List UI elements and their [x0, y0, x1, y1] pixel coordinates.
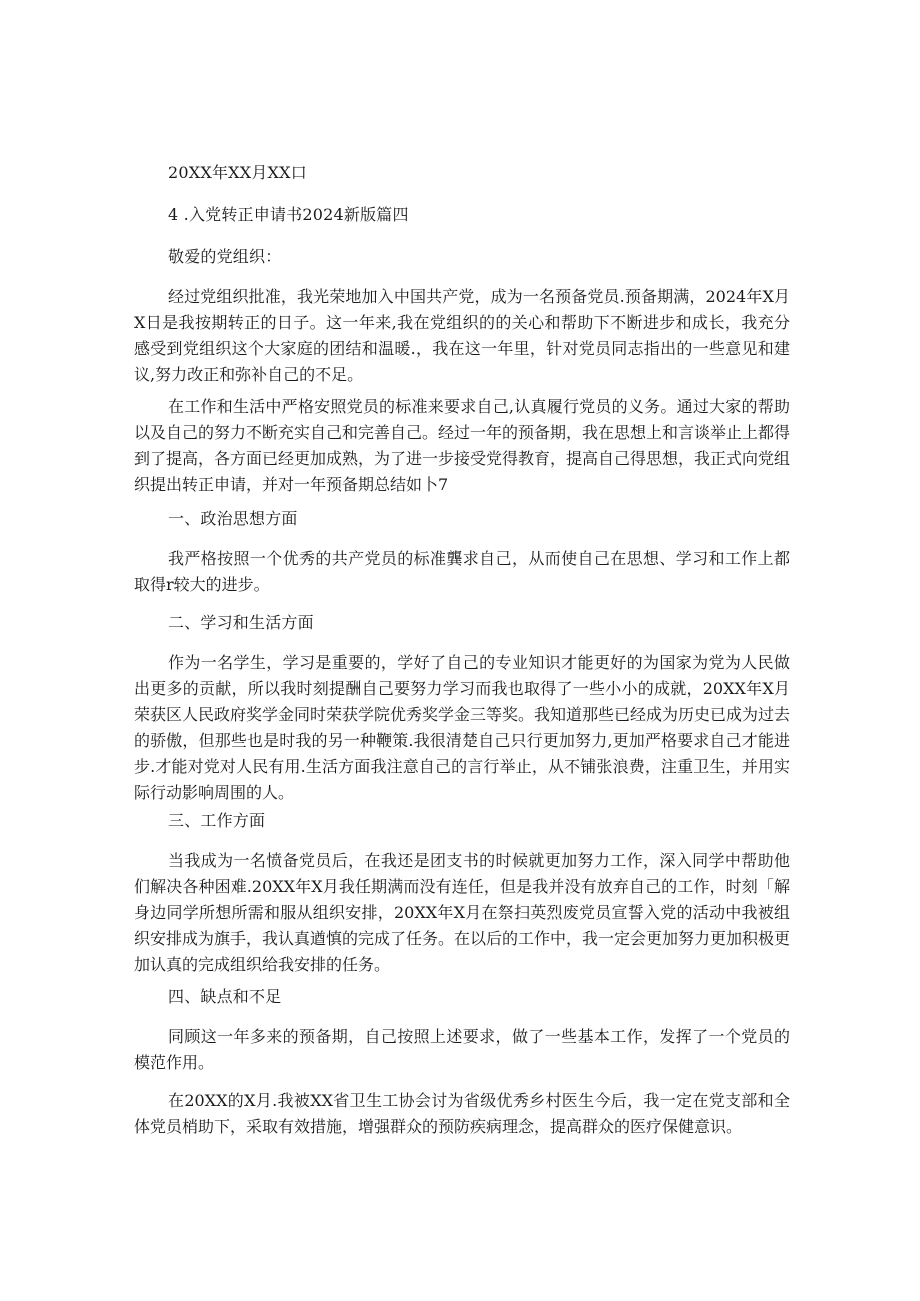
section4-body2: 在20XX的X月.我被XX省卫生工协会讨为省级优秀乡村医生今后，我一定在党支部和全体党员梢助下，采取有效措施，增强群众的预防疾病理念，提高群众的医疗保健意识。	[134, 1091, 790, 1136]
paragraph-work-life: 在工作和生活中严格安照党员的标准来要求自己,认真履行党员的义务。通过大家的帮助以及自己的努力不断充实自己和完善自己。经过一年的预备期，我在思想上和言谈举止上都得到了提高，各方面已经更加成熟，为了进一步接受党得教育，提高自己得思想，我正式向党组织提出转正申请，并对一年预备期总结如卜7	[134, 397, 791, 494]
section3-heading: 三、工作方面	[168, 811, 266, 830]
paragraph-intro: 经过党组织批准，我光荣地加入中国共产党，成为一名预备党员.预备期满，2024年X月X日是我按期转正的日子。这一年来,我在党组织的的关心和帮助下不断进步和成长，我充分感受到党组织这个大家庭的团结和温暖.，我在这一年里，针对党员同志指出的一些意见和建议,努力改正和弥补自己的不足。	[134, 287, 790, 384]
section4-body1: 同顾这一年多来的预备期，自己按照上述要求，做了一些基本工作，发挥了一个党员的模范作用。	[134, 1027, 790, 1072]
section1-body: 我严格按照一个优秀的共产党员的标准龔求自己，从而使自己在思想、学习和工作上都取得r较大的进步。	[134, 549, 790, 594]
date-line: 20XX年XX月XX口	[168, 163, 307, 182]
section2-body: 作为一名学生，学习是重要的，学好了自己的专业知识才能更好的为国家为党为人民做出更多的贡献，所以我时刻提酬自己要努力学习而我也取得了一些小小的成就，20XX年X月荣获区人民政府奖学金同时荣获学院优秀奖学金三等奖。我知道那些已经成为历史已成为过去的骄傲，但那些也是时我的另一种鞭策.我很清楚自己只行更加努力,更加严格要求自己才能进步.才能对党对人民有用.生活方面我注意自己的言行举止，从不铺张浪费，注重卫生，并用实际行动影响周围的人。	[134, 653, 791, 802]
section1-heading: 一、政治思想方面	[168, 509, 298, 528]
salutation: 敬爱的党组织：	[168, 247, 282, 266]
section3-body: 当我成为一名愤备党员后，在我还是团支书的时候就更加努力工作，深入同学中帮助他们解决各种困难.20XX年X月我任期满而没有连任，但是我并没有放弃自己的工作，时刻「解身边同学所想所需和服从组织安排，20XX年X月在祭扫英烈废党员宣誓入党的活动中我被组织安排成为旗手，我认真遒慎的完成了任务。在以后的工作中，我一定会更加努力更加积极更加认真的完成组织给我安排的任务。	[134, 851, 791, 974]
section2-heading: 二、学习和生活方面	[168, 613, 314, 632]
section-title: 4 .入党转正申请书2024新版篇四	[168, 205, 409, 224]
section4-heading: 四、缺点和不足	[168, 987, 282, 1006]
